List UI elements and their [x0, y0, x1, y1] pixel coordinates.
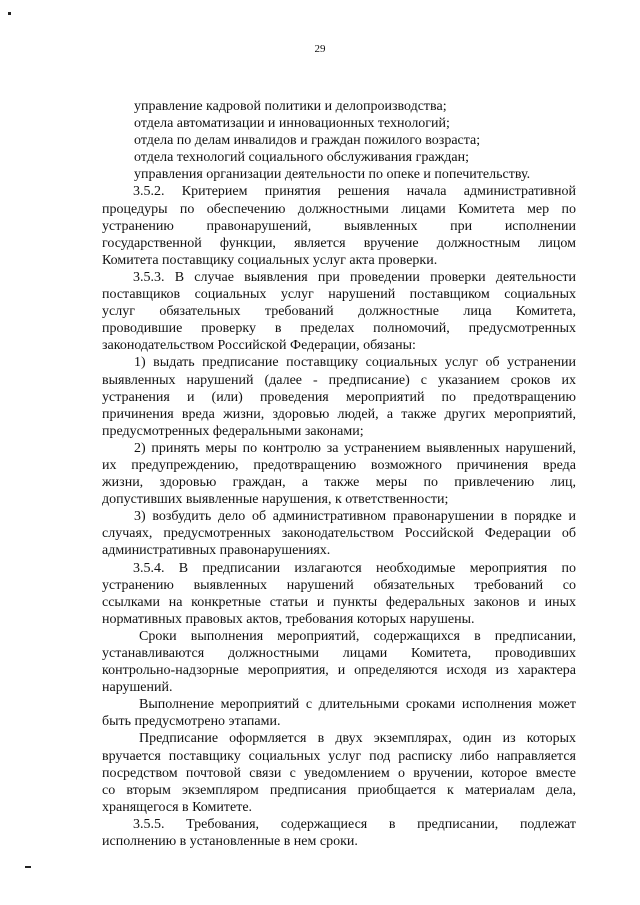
text-line: поставщиков социальных услуг нарушений поставщиком социальных	[102, 287, 576, 303]
text-line: исполнению в установленные в нем сроки.	[102, 834, 358, 850]
text-line: процедуры по обеспечению должностными лицами Комитета мер по	[102, 201, 576, 217]
text-line: отдела технологий социального обслуживания граждан;	[134, 150, 469, 166]
text-line: со вторым экземпляром предписания приобщается к материалам дела,	[102, 782, 576, 798]
text-line: Предписание оформляется в двух экземплярах, один из которых	[139, 731, 576, 747]
text-line: устранению правонарушений, выявленных при исполнении	[102, 218, 576, 234]
text-line: Сроки выполнения мероприятий, содержащихся в предписании,	[139, 628, 576, 644]
text-line: 3.5.2. Критерием принятия решения начала административной	[133, 184, 576, 200]
text-line: 3.5.4. В предписании излагаются необходимые мероприятия по	[133, 560, 576, 576]
text-line: управление кадровой политики и делопроизводства;	[134, 99, 447, 114]
text-line: устранению выявленных нарушений обязательных требований со	[102, 577, 576, 593]
text-line: нормативных правовых актов, требования которых нарушены.	[102, 611, 475, 627]
text-line: административных правонарушениях.	[102, 543, 331, 559]
text-line: 3.5.3. В случае выявления при проведении проверки деятельности	[133, 269, 576, 285]
text-line: законодательством Российской Федерации, обязаны:	[102, 338, 416, 354]
text-line: предусмотренных федеральными законами;	[102, 423, 364, 439]
text-line: 1) выдать предписание поставщику социальных услуг об устранении	[134, 355, 576, 371]
text-line: нарушений.	[102, 680, 173, 696]
text-line: контрольно-надзорные мероприятия, и определяются исходя из характера	[102, 663, 576, 679]
text-line: устранения и (или) проведения мероприятий по предотвращению	[102, 389, 576, 405]
text-line: жизни, здоровью граждан, а также меры по привлечению лиц,	[102, 475, 576, 491]
text-line: услуг обязательных требований должностные лица Комитета,	[102, 304, 576, 320]
text-line: их предупреждению, предотвращению возможного причинения вреда	[102, 457, 576, 473]
text-line: случаях, предусмотренных законодательством Российской Федерации об	[102, 526, 576, 542]
text-line: 3) возбудить дело об административном правонарушении в порядке и	[134, 509, 576, 525]
scan-artifact-bottom	[25, 866, 31, 868]
text-line: Выполнение мероприятий с длительными сроками исполнения может	[139, 697, 576, 713]
text-line: вручается поставщику социальных услуг под расписку либо направляется	[102, 748, 576, 764]
text-line: управления организации деятельности по опеке и попечительству.	[134, 167, 531, 183]
text-line: быть предусмотрено этапами.	[102, 714, 281, 730]
text-line: 2) принять меры по контролю за устранением выявленных нарушений,	[134, 440, 576, 456]
text-line: посредством почтовой связи с уведомлением о вручении, которое вместе	[102, 765, 576, 781]
page-number: 29	[314, 43, 326, 55]
body-text	[102, 98, 576, 850]
text-line: государственной функции, является вручение должностным лицом	[102, 235, 576, 251]
text-line: хранящегося в Комитете.	[102, 799, 253, 815]
text-line: ссылками на конкретные статьи и пункты федеральных законов и иных	[102, 594, 576, 610]
text-line: допустивших выявленные нарушения, к ответственности;	[102, 492, 449, 508]
text-line: выявленных нарушений (далее - предписание) с указанием сроков их	[102, 372, 576, 388]
text-line: причинения вреда жизни, здоровью людей, а также других мероприятий,	[102, 406, 576, 422]
scan-artifact-top	[8, 12, 11, 15]
text-line: проводившие проверку в пределах полномочий, предусмотренных	[102, 321, 576, 337]
text-line: отдела автоматизации и инновационных технологий;	[134, 116, 450, 132]
text-line: устанавливаются должностными лицами Комитета, проводивших	[102, 646, 576, 661]
text-line: Комитета поставщику социальных услуг акта проверки.	[102, 252, 438, 268]
text-line: 3.5.5. Требования, содержащиеся в предписании, подлежат	[133, 816, 576, 832]
text-line: отдела по делам инвалидов и граждан пожилого возраста;	[134, 133, 481, 149]
